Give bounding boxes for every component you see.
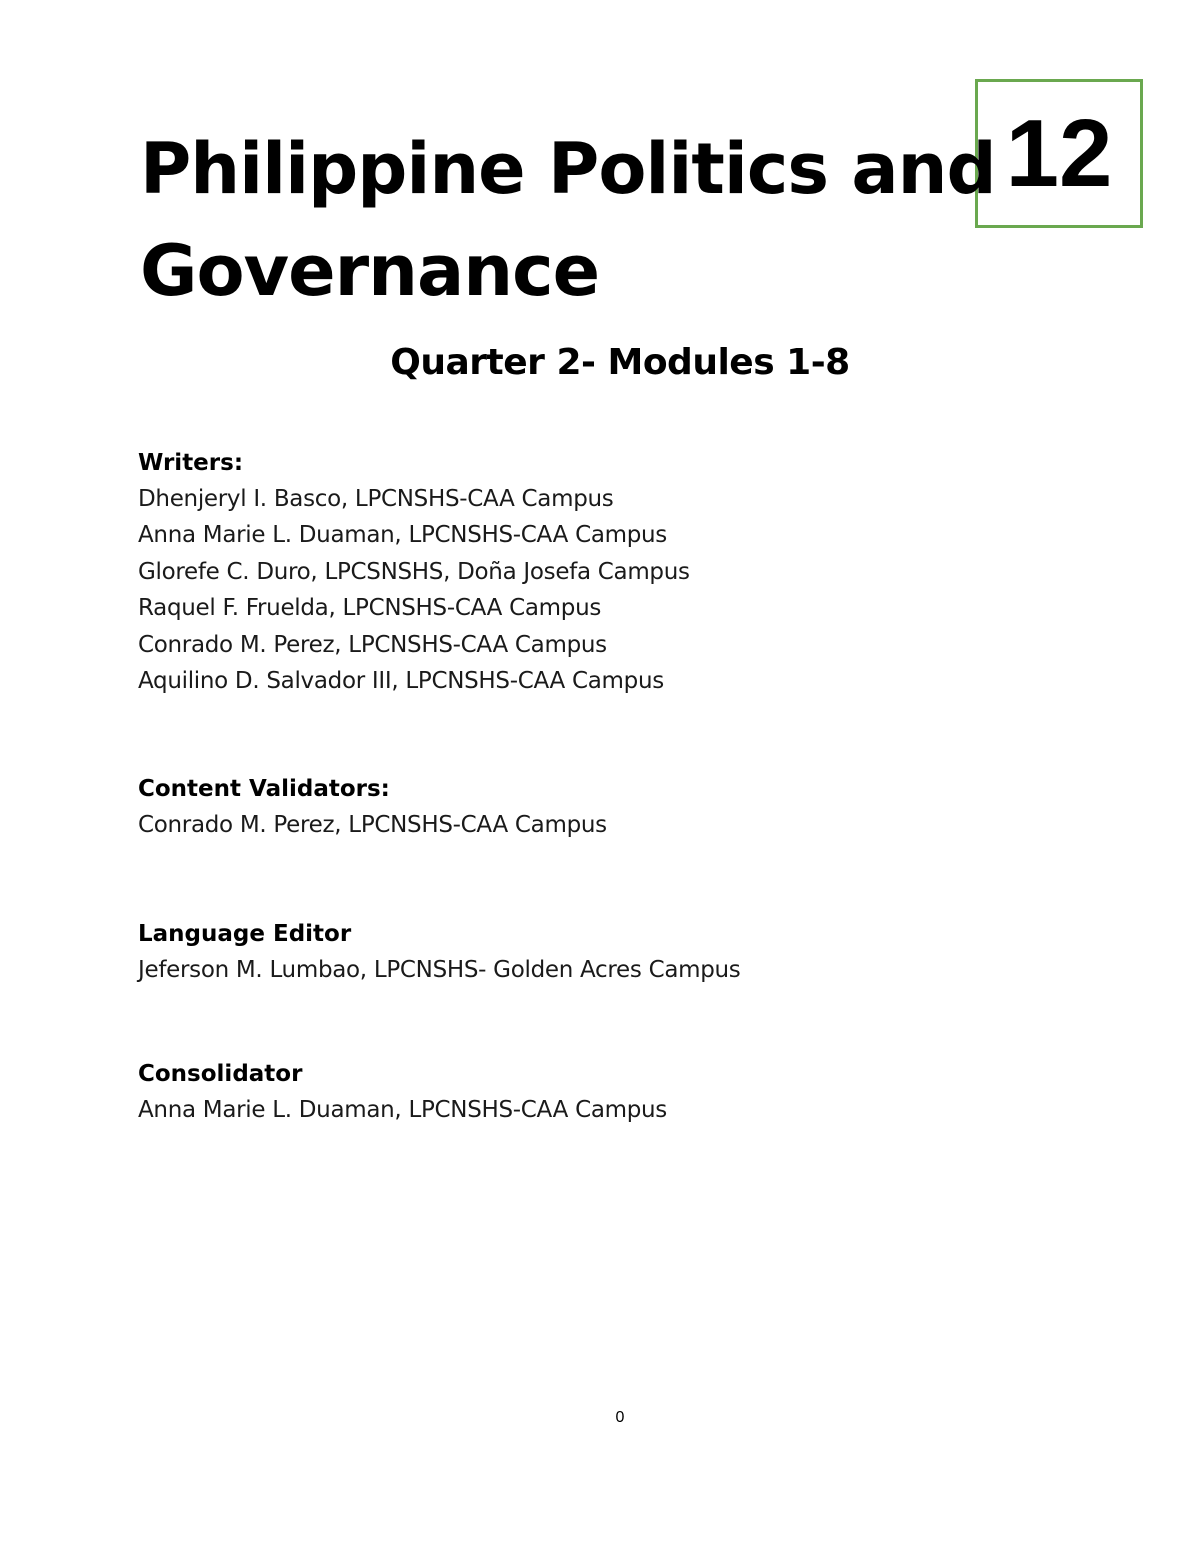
writers-section — [138, 445, 1038, 699]
language-editor-name: Jeferson M. Lumbao, LPCNSHS- Golden Acres Campus — [138, 957, 741, 983]
content-validators-section — [138, 771, 1038, 843]
grade-box — [975, 79, 1143, 228]
writer-name: Conrado M. Perez, LPCNSHS-CAA Campus — [138, 631, 607, 658]
content-validators-heading: Content Validators: — [138, 776, 390, 802]
writer-name: Dhenjeryl I. Basco, LPCNSHS-CAA Campus — [138, 486, 614, 512]
document-subtitle: Quarter 2- Modules 1-8 — [390, 342, 850, 383]
writer-name: Aquilino D. Salvador III, LPCNSHS-CAA Campus — [138, 668, 664, 695]
language-editor-heading: Language Editor — [138, 921, 352, 947]
writer-name: Anna Marie L. Duaman, LPCNSHS-CAA Campus — [138, 522, 667, 549]
title-line-1: Philippine Politics and — [140, 128, 996, 210]
consolidator-name: Anna Marie L. Duaman, LPCNSHS-CAA Campus — [138, 1097, 667, 1123]
consolidator-section — [138, 1056, 1038, 1128]
grade-number: 12 — [1005, 99, 1113, 207]
page-number: 0 — [615, 1409, 625, 1426]
language-editor-section — [138, 916, 1038, 988]
content-validator-name: Conrado M. Perez, LPCNSHS-CAA Campus — [138, 812, 607, 838]
writer-name: Raquel F. Fruelda, LPCNSHS-CAA Campus — [138, 595, 602, 622]
consolidator-heading: Consolidator — [138, 1061, 303, 1087]
title-line-2: Governance — [140, 230, 600, 312]
writers-heading: Writers: — [138, 450, 244, 476]
writer-name: Glorefe C. Duro, LPCSNSHS, Doña Josefa Campus — [138, 558, 690, 585]
document-title — [140, 118, 996, 322]
